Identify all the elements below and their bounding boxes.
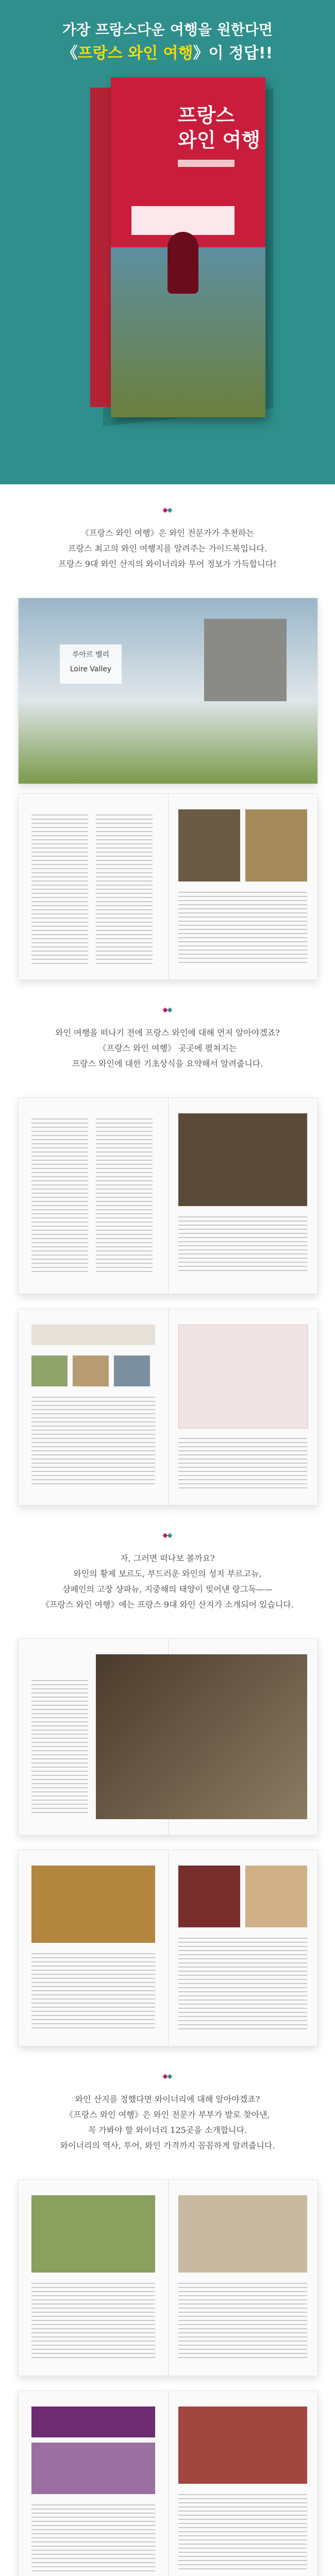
spread-page-5 [18, 1850, 318, 2046]
loire-label: 루아르 밸리 Loire Valley [60, 645, 122, 684]
cover-subtitle-bar [178, 160, 234, 167]
wine-glass-icon [167, 232, 198, 294]
section-1-text: 《프랑스 와인 여행》은 와인 전문가가 추천하는 프랑스 최고의 와인 여행지를 알려주는 가이드북입니다. 프랑스 9대 와인 산지의 와이너리와 투어 정보가 가득합니다! [58, 528, 277, 569]
cover-badge [131, 206, 234, 235]
hero-subheadline: 《프랑스 와인 여행》이 정답!! [62, 44, 273, 62]
book-cover [111, 77, 265, 417]
spread-page-6 [18, 2179, 318, 2376]
spread-page-7 [18, 2391, 318, 2576]
spread-loire [18, 598, 318, 784]
section-3-text: 자, 그러면 떠나보 볼까요? 와인의 황제 보르도, 부드러운 와인의 성지 부르고뉴, 샴페인의 고장 샹파뉴, 지중해의 태양이 빚어낸 랑그독—— 《프랑스 와인 여행》에는 프랑스 9대 와인 산지가 소개되어 있습니다. [41, 1553, 294, 1609]
book-spine [90, 88, 111, 407]
section-divider-icon [162, 1007, 173, 1018]
hero-headline: 가장 프랑스다운 여행을 원한다면 [62, 21, 273, 38]
hero-banner [0, 0, 335, 484]
section-4-text: 와인 산지를 정했다면 와이너리에 대해 알아야겠죠? 《프랑스 와인 여행》은 와인 전문가 부부가 발로 찾아낸, 꼭 가봐야 할 와이너리 125곳을 소개합니다. 와이너리의 역사, 투어, 와인 가격까지 꼼꼼하게 알려줍니다. [60, 2094, 275, 2150]
section-divider-icon [162, 2074, 173, 2084]
cover-title: 프랑스 와인 여행 [178, 104, 261, 151]
spread-page-4 [18, 1638, 318, 1835]
cover-vineyard-image [111, 247, 265, 417]
hero-book-title: 프랑스 와인 여행 [77, 44, 193, 62]
section-divider-icon [162, 1533, 173, 1543]
section-divider-icon [162, 507, 173, 518]
spread-page-1 [18, 793, 318, 980]
spread-page-2 [18, 1097, 318, 1294]
spread-page-3 [18, 1309, 318, 1505]
section-2-text: 와인 여행을 떠나기 전에 프랑스 와인에 대해 먼저 알아야겠죠? 《프랑스 와인 여행》 곳곳에 펼쳐지는 프랑스 와인에 대한 기초상식을 요약해서 알려줍니다. [55, 1028, 280, 1069]
